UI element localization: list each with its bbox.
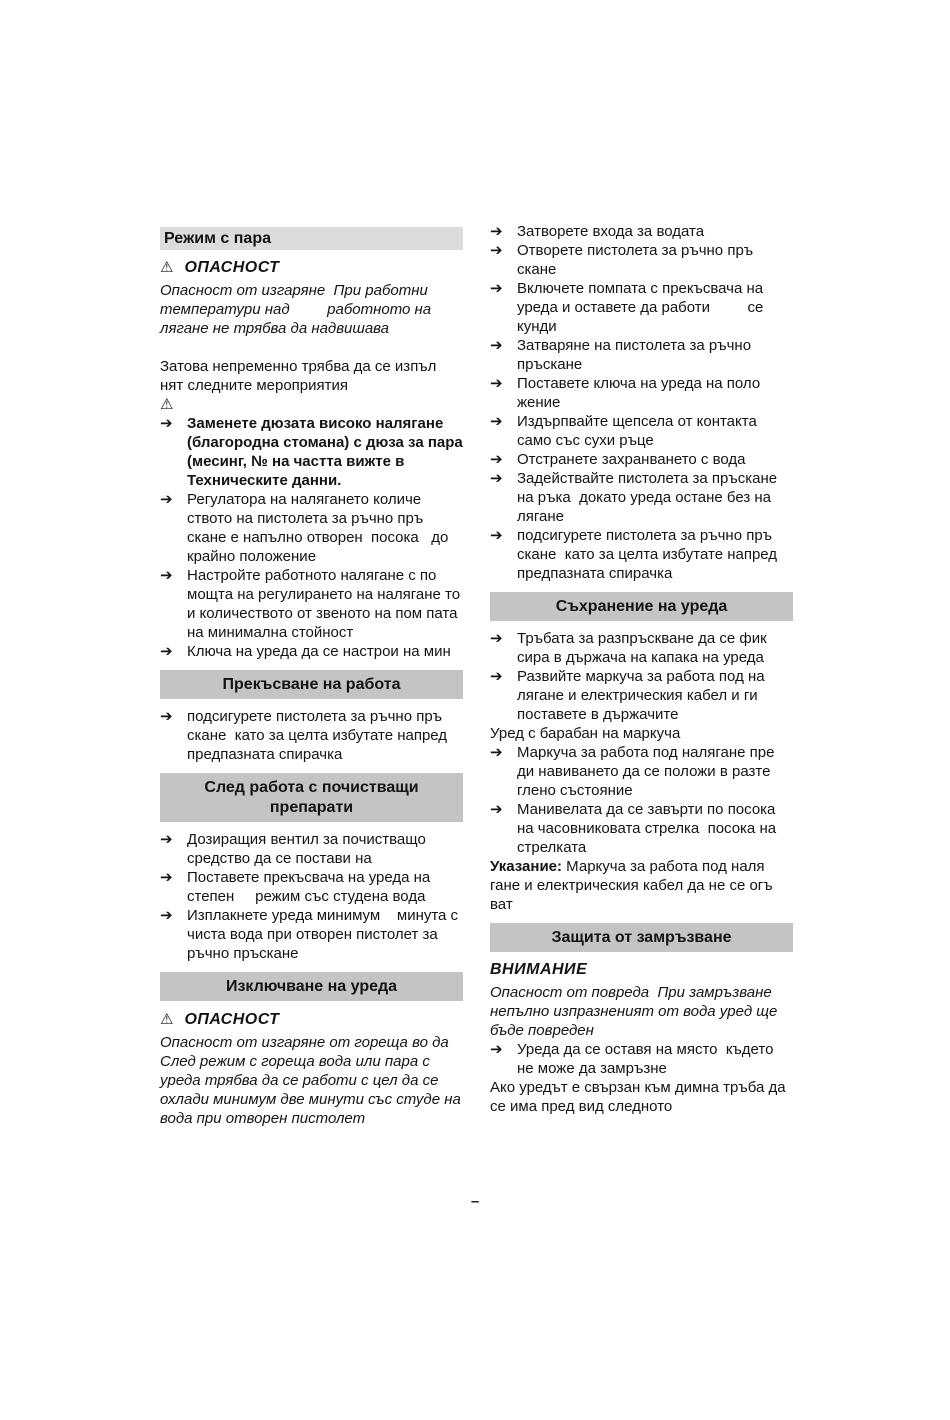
body-paragraph: Опасност от изгаряне При работни температури над работното на лягане не трябва да надвишава xyxy=(160,282,436,337)
arrow-bullet-icon: ➔ xyxy=(490,469,503,487)
instruction-text: Затваряне на пистолета за ръчно пръскане xyxy=(517,337,756,373)
warning-icon: ⚠ xyxy=(160,258,174,276)
instruction-text: Манивелата да се завърти по посока на часовниковата стрелка посока на стрелката xyxy=(517,801,781,856)
arrow-bullet-icon: ➔ xyxy=(160,490,173,508)
spacer xyxy=(160,338,463,357)
arrow-bullet-icon: ➔ xyxy=(490,450,503,468)
body-paragraph: Опасност от повреда При замръзване непълно изпразненият от вода уред ще бъде повреден xyxy=(490,984,782,1039)
instruction-text: Изплакнете уреда минимум минута с чиста вода при отворен пистолет за ръчно пръскане xyxy=(187,907,463,962)
instruction-text: Включете помпата с прекъсвача на уреда и оставете да работи се кунди xyxy=(517,280,768,335)
body-paragraph: Опасност от изгаряне от гореща во да След режим с гореща вода или пара с уреда трябва да се работи с цел да се охлади минимум две минути със студе на вода при отворен пистолет xyxy=(160,1034,465,1127)
instruction-item xyxy=(490,743,793,800)
instruction-item xyxy=(490,222,793,241)
arrow-bullet-icon: ➔ xyxy=(160,906,173,924)
arrow-bullet-icon: ➔ xyxy=(160,414,173,432)
instruction-item xyxy=(490,279,793,336)
instruction-item xyxy=(160,642,463,661)
arrow-bullet-icon: ➔ xyxy=(160,642,173,660)
note-paragraph xyxy=(490,857,793,914)
instruction-text: Регулатора на налягането количе ството на пистолета за ръчно пръ скане е напълно отворен посока до крайно положение xyxy=(187,491,453,565)
instruction-item xyxy=(490,629,793,667)
section-header: Изключване на уреда xyxy=(160,972,463,1001)
instruction-text: Уреда да се оставя на място където не може да замръзне xyxy=(517,1041,778,1077)
body-paragraph: Затова непременно трябва да се изпъл нят следните мероприятия xyxy=(160,358,441,394)
instruction-item xyxy=(160,906,463,963)
instruction-text: Ключа на уреда да се настрои на мин xyxy=(187,643,451,660)
note-text: Маркуча за работа под наля гане и електрическия кабел да не се огъ ват xyxy=(490,858,777,913)
instruction-text: Маркуча за работа под налягане пре ди навиването да се положи в разте глено състояние xyxy=(517,744,779,799)
instruction-text: Издърпвайте щепсела от контакта само със сухи ръце xyxy=(517,413,761,449)
arrow-bullet-icon: ➔ xyxy=(490,629,503,647)
instruction-text: Настройте работното налягане с по мощта на регулирането на налягане то и количеството от звеното на пом пата на минимална стойност xyxy=(187,567,465,641)
danger-heading xyxy=(160,1009,463,1030)
left-column xyxy=(160,227,467,1128)
danger-heading xyxy=(160,257,463,278)
instruction-text: Поставете ключа на уреда на поло жение xyxy=(517,375,765,411)
page-number-dash: – xyxy=(470,1193,480,1210)
instruction-text: подсигурете пистолета за ръчно пръ скане като за целта избутате напред предпазната спирачка xyxy=(187,708,452,763)
section-header: Защита от замръзване xyxy=(490,923,793,952)
instruction-item xyxy=(160,830,463,868)
right-column xyxy=(490,222,793,1116)
arrow-bullet-icon: ➔ xyxy=(490,279,503,297)
arrow-bullet-icon: ➔ xyxy=(160,566,173,584)
instruction-text: подсигурете пистолета за ръчно пръ скане като за целта избутате напред предпазната спирачка xyxy=(517,527,782,582)
instruction-item xyxy=(160,707,463,764)
instruction-item xyxy=(490,667,793,724)
warning-icon: ⚠ xyxy=(160,395,174,413)
instruction-item xyxy=(490,1040,793,1078)
arrow-bullet-icon: ➔ xyxy=(490,222,503,240)
danger-label: ОПАСНОСТ xyxy=(184,259,280,276)
arrow-bullet-icon: ➔ xyxy=(160,707,173,725)
section-header: Прекъсване на работа xyxy=(160,670,463,699)
instruction-item xyxy=(490,412,793,450)
arrow-bullet-icon: ➔ xyxy=(490,241,503,259)
arrow-bullet-icon: ➔ xyxy=(490,667,503,685)
section-header: Режим с пара xyxy=(160,227,463,250)
instruction-text: Заменете дюзата високо налягане (благородна стомана) с дюза за пара (месинг, № на частта вижте в Техническите данни. xyxy=(187,415,467,489)
instruction-item xyxy=(490,450,793,469)
arrow-bullet-icon: ➔ xyxy=(490,336,503,354)
instruction-item xyxy=(490,469,793,526)
section-header: Съхранение на уреда xyxy=(490,592,793,621)
note-label: Указание: xyxy=(490,858,563,875)
arrow-bullet-icon: ➔ xyxy=(490,800,503,818)
instruction-text: Задействайте пистолета за пръскане на ръка докато уреда остане без на лягане xyxy=(517,470,782,525)
instruction-text: Затворете входа за водата xyxy=(517,223,705,240)
arrow-bullet-icon: ➔ xyxy=(160,868,173,886)
arrow-bullet-icon: ➔ xyxy=(160,830,173,848)
instruction-item xyxy=(160,490,463,566)
warning-icon: ⚠ xyxy=(160,1010,174,1028)
instruction-text: Дозиращия вентил за почистващо средство да се постави на xyxy=(187,831,430,867)
body-paragraph: Уред с барабан на маркуча xyxy=(490,725,681,742)
instruction-item xyxy=(160,868,463,906)
danger-label: ВНИМАНИЕ xyxy=(490,961,588,978)
body-paragraph: Ако уредът е свързан към димна тръба да се има пред вид следното xyxy=(490,1079,790,1115)
instruction-item xyxy=(160,414,467,490)
instruction-text: Отстранете захранването с вода xyxy=(517,451,746,468)
arrow-bullet-icon: ➔ xyxy=(490,1040,503,1058)
arrow-bullet-icon: ➔ xyxy=(490,412,503,430)
danger-label: ОПАСНОСТ xyxy=(184,1011,280,1028)
instruction-text: Тръбата за разпръскване да се фик сира в държача на капака на уреда xyxy=(517,630,771,666)
instruction-item xyxy=(490,241,793,279)
instruction-item xyxy=(490,526,793,583)
instruction-item xyxy=(490,800,793,857)
instruction-item xyxy=(490,336,793,374)
instruction-text: Развийте маркуча за работа под на лягане и електрическия кабел и ги поставете в държачите xyxy=(517,668,769,723)
arrow-bullet-icon: ➔ xyxy=(490,374,503,392)
arrow-bullet-icon: ➔ xyxy=(490,526,503,544)
arrow-bullet-icon: ➔ xyxy=(490,743,503,761)
instruction-text: Отворете пистолета за ръчно пръ скане xyxy=(517,242,758,278)
instruction-item xyxy=(490,374,793,412)
danger-heading xyxy=(490,960,793,980)
instruction-text: Поставете прекъсвача на уреда на степен режим със студена вода xyxy=(187,869,435,905)
section-header: След работа с почистващи препарати xyxy=(160,773,463,822)
instruction-item xyxy=(160,566,463,642)
